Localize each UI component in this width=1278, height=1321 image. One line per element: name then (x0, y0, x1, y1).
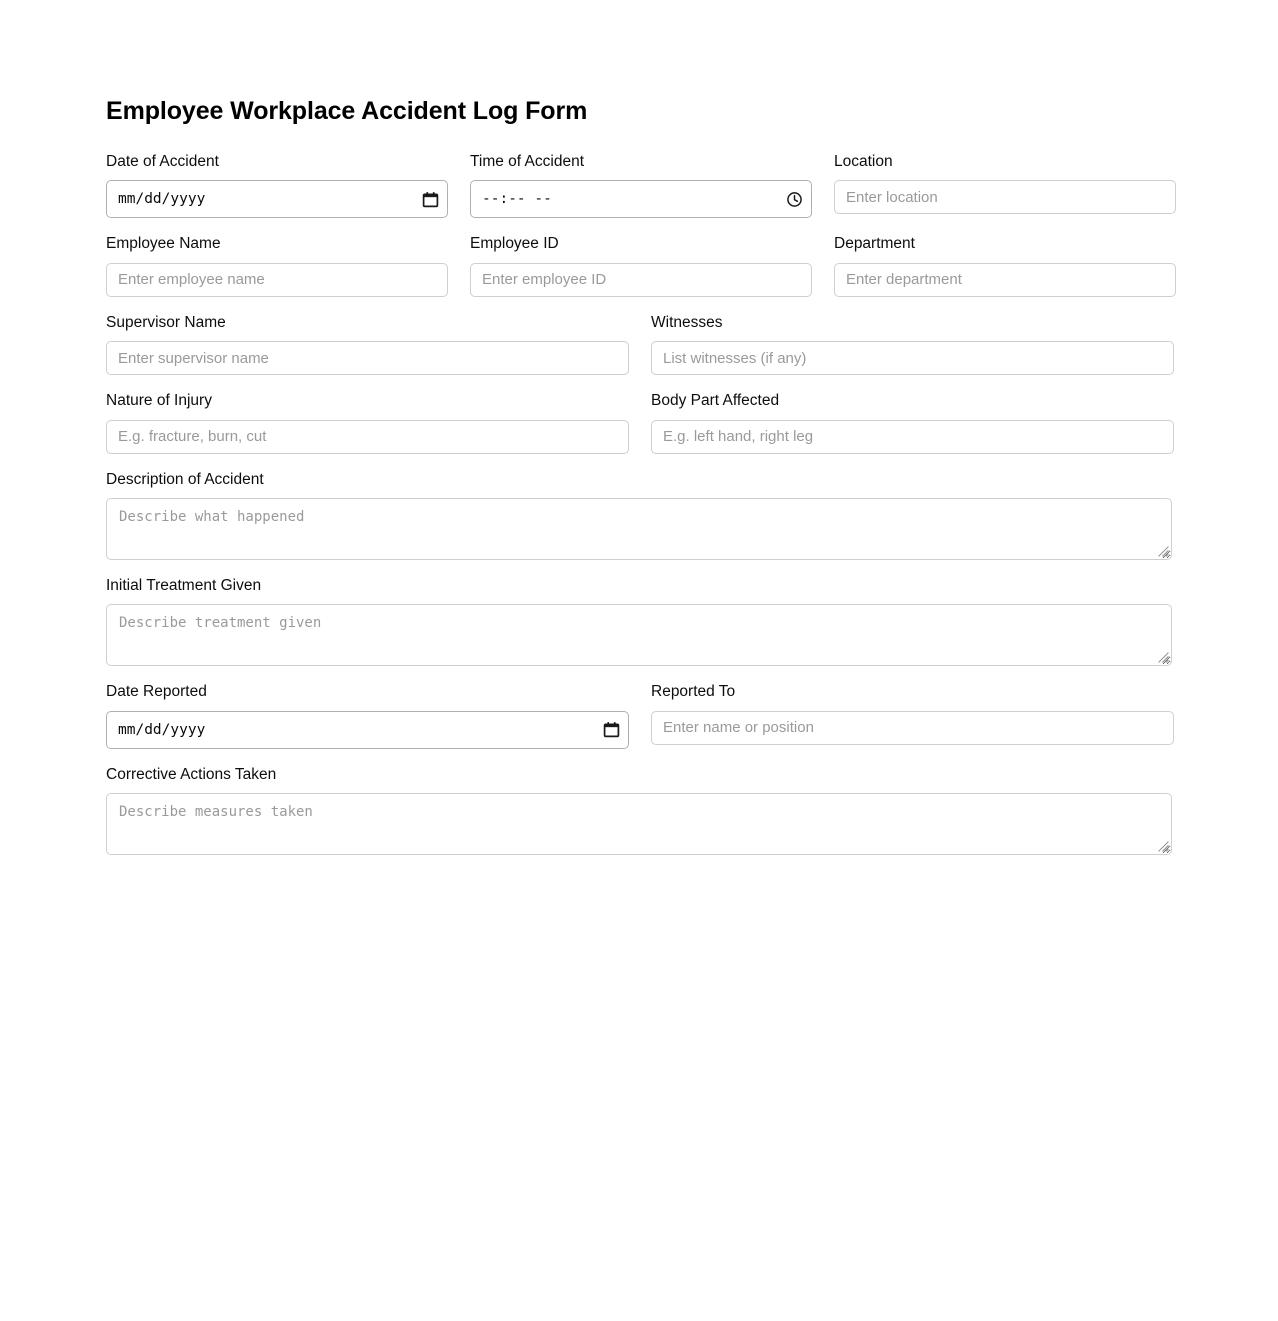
label-location: Location (834, 153, 893, 170)
page-bottom-spacer (106, 871, 1172, 1321)
label-initial-treatment-given: Initial Treatment Given (106, 576, 262, 594)
field-location (834, 152, 1176, 218)
field-employee-id (470, 234, 812, 296)
field-time-of-accident (470, 152, 812, 218)
input-employee-id[interactable] (470, 263, 812, 297)
field-date-of-accident (106, 152, 448, 218)
input-initial-treatment-given[interactable] (106, 604, 1172, 666)
calendar-icon[interactable] (603, 721, 620, 738)
textarea-wrapper-initial-treatment-given (106, 604, 1172, 666)
form-row (106, 152, 1172, 218)
field-date-reported (106, 682, 629, 748)
field-department (834, 234, 1176, 296)
input-nature-of-injury[interactable] (106, 420, 629, 454)
label-nature-of-injury: Nature of Injury (106, 392, 212, 410)
textarea-wrapper-description-of-accident (106, 498, 1172, 560)
input-location[interactable] (834, 180, 1176, 214)
clock-icon[interactable] (786, 191, 803, 208)
input-time-of-accident[interactable] (470, 180, 812, 218)
label-time-of-accident: Time of Accident (470, 153, 585, 170)
input-reported-to[interactable] (651, 711, 1174, 745)
field-employee-name (106, 234, 448, 296)
label-supervisor-name: Supervisor Name (106, 313, 226, 331)
input-department[interactable] (834, 263, 1176, 297)
form-row (106, 313, 1172, 375)
label-corrective-actions-taken: Corrective Actions Taken (106, 765, 277, 783)
label-description-of-accident: Description of Accident (106, 470, 264, 488)
input-witnesses[interactable] (651, 341, 1174, 375)
field-body-part-affected (651, 391, 1174, 453)
label-date-of-accident: Date of Accident (106, 153, 219, 170)
label-employee-id: Employee ID (470, 235, 559, 253)
field-reported-to (651, 682, 1174, 748)
calendar-icon[interactable] (422, 191, 439, 208)
field-description-of-accident (106, 470, 1172, 560)
input-date-reported[interactable] (106, 711, 629, 749)
input-description-of-accident[interactable] (106, 498, 1172, 560)
input-employee-name[interactable] (106, 263, 448, 297)
value-time-of-accident[interactable]: --:-- -- (482, 191, 552, 208)
form-row (106, 234, 1172, 296)
label-body-part-affected: Body Part Affected (651, 392, 780, 410)
input-supervisor-name[interactable] (106, 341, 629, 375)
label-department: Department (834, 235, 915, 253)
value-date-reported[interactable]: mm/dd/yyyy (118, 721, 206, 738)
form-body (106, 152, 1172, 855)
label-witnesses: Witnesses (651, 313, 723, 331)
form-row (106, 470, 1172, 560)
input-date-of-accident[interactable] (106, 180, 448, 218)
field-nature-of-injury (106, 391, 629, 453)
textarea-wrapper-corrective-actions-taken (106, 793, 1172, 855)
input-body-part-affected[interactable] (651, 420, 1174, 454)
field-initial-treatment-given (106, 576, 1172, 666)
field-corrective-actions-taken (106, 765, 1172, 855)
page-title: Employee Workplace Accident Log Form (106, 97, 588, 125)
field-witnesses (651, 313, 1174, 375)
label-date-reported: Date Reported (106, 683, 207, 701)
input-corrective-actions-taken[interactable] (106, 793, 1172, 855)
form-row (106, 682, 1172, 748)
label-reported-to: Reported To (651, 683, 736, 701)
label-employee-name: Employee Name (106, 235, 221, 253)
field-supervisor-name (106, 313, 629, 375)
value-date-of-accident[interactable]: mm/dd/yyyy (118, 191, 206, 208)
form-row (106, 765, 1172, 855)
form-row (106, 576, 1172, 666)
form-row (106, 391, 1172, 453)
